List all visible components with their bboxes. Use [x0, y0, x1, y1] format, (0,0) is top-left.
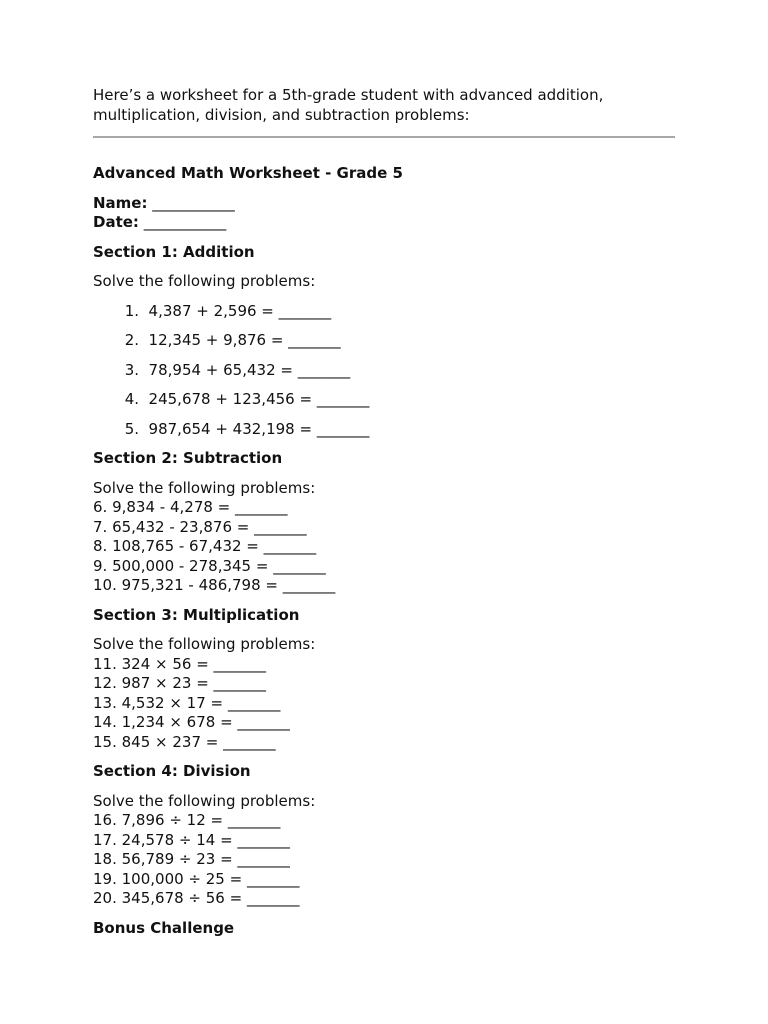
problem-line: 12. 987 × 23 = _______: [93, 674, 267, 692]
problem-number: 5.: [124, 419, 139, 438]
problem-line: 14. 1,234 × 678 = _______: [93, 713, 290, 731]
list-item: [93, 390, 675, 410]
intro-text: Here’s a worksheet for a 5th-grade student with advanced addition, multiplication, division, and subtraction problems:: [93, 86, 604, 124]
problem-text: 78,954 + 65,432 = _______: [148, 360, 351, 379]
problem-line: 17. 24,578 ÷ 14 = _______: [93, 830, 290, 849]
problem-line: 8. 108,765 - 67,432 = _______: [93, 537, 317, 555]
problem-text: 4,387 + 2,596 = _______: [148, 301, 332, 320]
list-item: [93, 302, 675, 322]
problem-line: 7. 65,432 - 23,876 = _______: [93, 517, 307, 536]
section-multiplication-instruction: Solve the following problems:: [93, 635, 316, 653]
worksheet-page: [93, 86, 675, 938]
section-bonus-heading: Bonus Challenge: [93, 918, 235, 937]
problem-text: 12,345 + 9,876 = _______: [148, 331, 341, 349]
list-item: [93, 361, 675, 381]
problem-line: 9. 500,000 - 278,345 = _______: [93, 556, 326, 575]
problem-line: 20. 345,678 ÷ 56 = _______: [93, 889, 300, 907]
problem-line: 11. 324 × 56 = _______: [93, 654, 267, 673]
division-problem-block: [93, 792, 675, 909]
problem-number: 4.: [124, 390, 139, 408]
name-blank: ___________: [152, 193, 235, 212]
list-item: [93, 420, 675, 440]
section-addition-heading: Section 1: Addition: [93, 242, 255, 261]
problem-text: 245,678 + 123,456 = _______: [148, 390, 370, 408]
name-row: [93, 194, 675, 214]
horizontal-divider: [93, 136, 675, 138]
problem-line: 18. 56,789 ÷ 23 = _______: [93, 850, 290, 868]
problem-line: 16. 7,896 ÷ 12 = _______: [93, 811, 281, 829]
problem-number: 2.: [124, 331, 139, 349]
section-addition-instruction: Solve the following problems:: [93, 272, 316, 290]
problem-text: 987,654 + 432,198 = _______: [148, 419, 370, 438]
list-item: [93, 331, 675, 351]
section-division-instruction: Solve the following problems:: [93, 791, 316, 810]
multiplication-problem-block: [93, 635, 675, 752]
worksheet-title: Advanced Math Worksheet - Grade 5: [93, 164, 403, 182]
section-division-heading: Section 4: Division: [93, 762, 251, 780]
addition-problem-list: [93, 302, 675, 440]
section-subtraction-instruction: Solve the following problems:: [93, 478, 316, 497]
student-info: [93, 194, 675, 233]
subtraction-problem-block: [93, 479, 675, 596]
problem-number: 1.: [124, 301, 139, 320]
problem-line: 13. 4,532 × 17 = _______: [93, 693, 281, 712]
problem-line: 15. 845 × 237 = _______: [93, 732, 276, 751]
date-label: Date:: [93, 213, 139, 231]
name-label: Name:: [93, 193, 148, 212]
problem-number: 3.: [124, 360, 139, 379]
section-subtraction-heading: Section 2: Subtraction: [93, 449, 283, 467]
date-blank: ___________: [143, 213, 227, 231]
date-row: [93, 213, 675, 233]
section-multiplication-heading: Section 3: Multiplication: [93, 605, 300, 624]
problem-line: 19. 100,000 ÷ 25 = _______: [93, 869, 300, 888]
problem-line: 6. 9,834 - 4,278 = _______: [93, 498, 288, 516]
problem-line: 10. 975,321 - 486,798 = _______: [93, 576, 336, 594]
